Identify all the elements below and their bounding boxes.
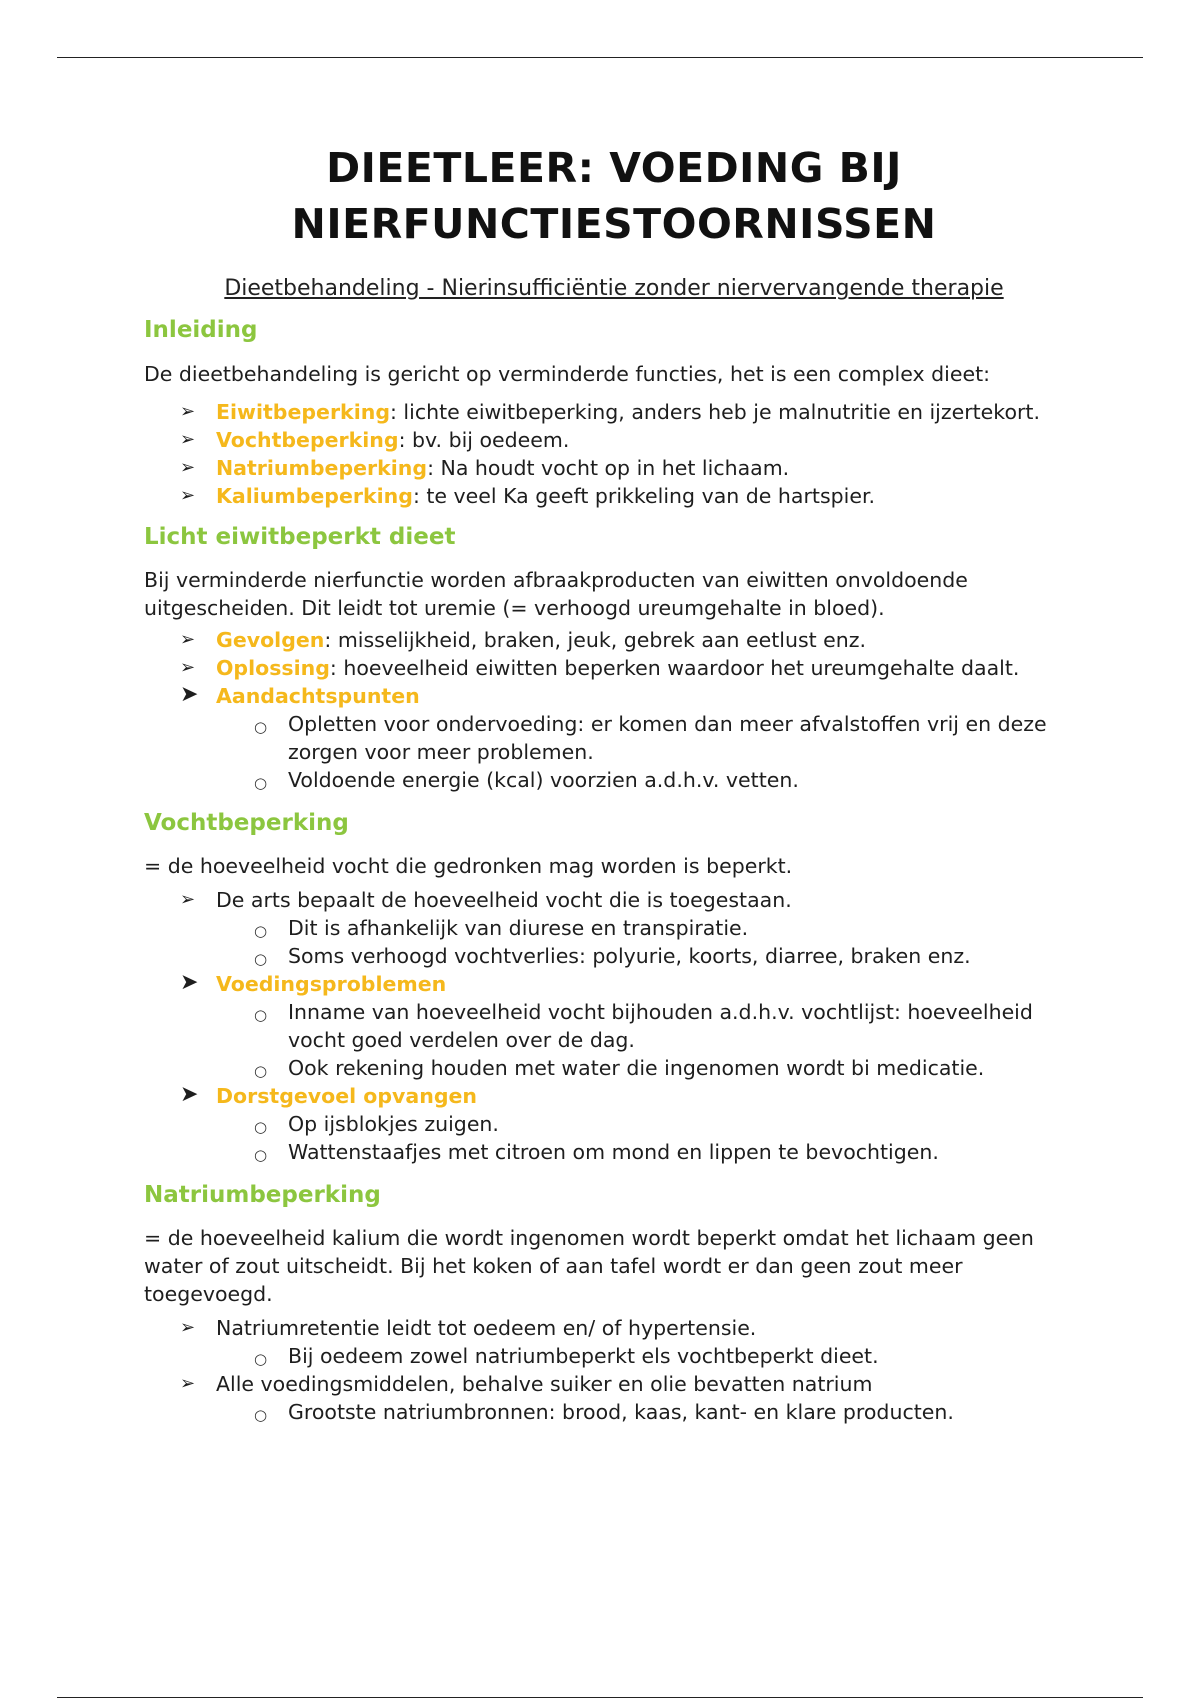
item-text: : te veel Ka geeft prikkeling van de hartspier. [412, 484, 876, 508]
item-text: Alle voedingsmiddelen, behalve suiker en olie bevatten natrium [216, 1372, 873, 1396]
section-heading: Licht eiwitbeperkt dieet [144, 524, 456, 550]
list-item [144, 654, 1064, 682]
section-heading: Vochtbeperking [144, 810, 349, 836]
item-text: : misselijkheid, braken, jeuk, gebrek aan eetlust enz. [324, 628, 867, 652]
section-intro: = de hoeveelheid vocht die gedronken mag worden is beperkt. [144, 854, 793, 878]
footer-rule [57, 1697, 1143, 1698]
circle-bullet-icon: ○ [254, 1006, 268, 1024]
circle-bullet-icon: ○ [254, 1062, 268, 1080]
keyword: Aandachtspunten [216, 684, 420, 708]
circle-bullet-icon: ○ [254, 718, 268, 736]
sub-item-text: Voldoende energie (kcal) voorzien a.d.h.v. vetten. [288, 768, 799, 792]
item-text: De arts bepaalt de hoeveelheid vocht die is toegestaan. [216, 888, 792, 912]
circle-bullet-icon: ○ [254, 1350, 268, 1368]
section-vochtbeperking [144, 810, 1064, 1166]
sub-list-item [144, 1110, 1064, 1138]
sub-list-item [144, 710, 1064, 766]
arrow-bullet-icon: ➢ [180, 457, 196, 478]
sub-item-text: Soms verhoogd vochtverlies: polyurie, koorts, diarree, braken enz. [288, 944, 971, 968]
sub-item-text: Op ijsblokjes zuigen. [288, 1112, 499, 1136]
circle-bullet-icon: ○ [254, 1406, 268, 1424]
list-item [144, 426, 1064, 454]
item-text: : lichte eiwitbeperking, anders heb je malnutritie en ijzertekort. [390, 400, 1040, 424]
document-title [164, 140, 1064, 252]
circle-bullet-icon: ○ [254, 774, 268, 792]
item-text: : bv. bij oedeem. [398, 428, 570, 452]
sub-item-text: Bij oedeem zowel natriumbeperkt els vochtbeperkt dieet. [288, 1344, 879, 1368]
sub-list [144, 1398, 1064, 1426]
sub-list-item [144, 998, 1064, 1054]
keyword: Kaliumbeperking [216, 484, 413, 508]
sub-list [144, 710, 1064, 794]
list-item [144, 886, 1064, 970]
sub-item-text: Ook rekening houden met water die ingenomen wordt bi medicatie. [288, 1056, 985, 1080]
keyword: Natriumbeperking [216, 456, 428, 480]
bullet-list [144, 398, 1064, 510]
item-text: Natriumretentie leidt tot oedeem en/ of hypertensie. [216, 1316, 757, 1340]
list-item [144, 970, 1064, 1082]
list-item [144, 482, 1064, 510]
list-item [144, 682, 1064, 794]
keyword: Dorstgevoel opvangen [216, 1084, 478, 1108]
list-item [144, 1370, 1064, 1426]
sub-list-item [144, 1138, 1064, 1166]
section-licht-eiwitbeperkt [144, 524, 1064, 794]
sub-list-item [144, 1342, 1064, 1370]
arrow-bullet-icon: ➢ [180, 485, 196, 506]
section-heading: Inleiding [144, 317, 258, 343]
sub-item-text: Dit is afhankelijk van diurese en transpiratie. [288, 916, 749, 940]
keyword: Vochtbeperking [216, 428, 399, 452]
arrow-bullet-icon: ➢ [180, 429, 196, 450]
list-item [144, 626, 1064, 654]
document-subtitle: Dieetbehandeling - Nierinsufficiëntie zonder niervervangende therapie [224, 276, 1004, 301]
sub-list [144, 914, 1064, 970]
circle-bullet-icon: ○ [254, 1118, 268, 1136]
bullet-list [144, 626, 1064, 794]
arrow-bullet-icon: ➢ [180, 629, 196, 650]
item-text: : Na houdt vocht op in het lichaam. [427, 456, 790, 480]
sub-list [144, 1342, 1064, 1370]
section-intro: De dieetbehandeling is gericht op verminderde functies, het is een complex dieet: [144, 362, 991, 386]
title-line-2: NIERFUNCTIESTOORNISSEN [291, 200, 937, 248]
section-heading: Natriumbeperking [144, 1182, 381, 1208]
bold-arrow-bullet-icon: ➤ [180, 1082, 199, 1107]
sub-item-text: Wattenstaafjes met citroen om mond en lippen te bevochtigen. [288, 1140, 939, 1164]
document-body [144, 140, 1064, 1426]
bullet-list [144, 1314, 1064, 1426]
keyword: Oplossing [216, 656, 330, 680]
item-text: : hoeveelheid eiwitten beperken waardoor het ureumgehalte daalt. [329, 656, 1020, 680]
keyword: Eiwitbeperking [216, 400, 390, 424]
arrow-bullet-icon: ➢ [180, 657, 196, 678]
bold-arrow-bullet-icon: ➤ [180, 970, 199, 995]
keyword: Voedingsproblemen [216, 972, 447, 996]
sub-list [144, 998, 1064, 1082]
sub-list [144, 1110, 1064, 1166]
section-natriumbeperking [144, 1182, 1064, 1426]
sub-list-item [144, 1398, 1064, 1426]
bullet-list [144, 886, 1064, 1166]
sub-list-item [144, 1054, 1064, 1082]
circle-bullet-icon: ○ [254, 1146, 268, 1164]
arrow-bullet-icon: ➢ [180, 1373, 196, 1394]
sub-list-item [144, 914, 1064, 942]
arrow-bullet-icon: ➢ [180, 401, 196, 422]
sub-item-text: Inname van hoeveelheid vocht bijhouden a.d.h.v. vochtlijst: hoeveelheid vocht goed verdelen over de dag. [288, 1000, 1033, 1052]
sub-list-item [144, 766, 1064, 794]
section-inleiding [144, 317, 1064, 510]
sub-item-text: Opletten voor ondervoeding: er komen dan meer afvalstoffen vrij en deze zorgen voor meer problemen. [288, 712, 1047, 764]
list-item [144, 1314, 1064, 1370]
circle-bullet-icon: ○ [254, 950, 268, 968]
section-intro: Bij verminderde nierfunctie worden afbraakproducten van eiwitten onvoldoende uitgescheiden. Dit leidt tot uremie (= verhoogd ureumgehalte in bloed). [144, 568, 968, 620]
circle-bullet-icon: ○ [254, 922, 268, 940]
bold-arrow-bullet-icon: ➤ [180, 682, 199, 707]
header-rule [57, 57, 1143, 58]
list-item [144, 398, 1064, 426]
keyword: Gevolgen [216, 628, 325, 652]
list-item [144, 1082, 1064, 1166]
list-item [144, 454, 1064, 482]
title-line-1: DIEETLEER: VOEDING BIJ [326, 144, 902, 192]
arrow-bullet-icon: ➢ [180, 889, 196, 910]
sub-item-text: Grootste natriumbronnen: brood, kaas, kant- en klare producten. [288, 1400, 954, 1424]
section-intro: = de hoeveelheid kalium die wordt ingenomen wordt beperkt omdat het lichaam geen water of zout uitscheidt. Bij het koken of aan tafel wordt er dan geen zout meer toegevoegd. [144, 1226, 1034, 1306]
sub-list-item [144, 942, 1064, 970]
arrow-bullet-icon: ➢ [180, 1317, 196, 1338]
